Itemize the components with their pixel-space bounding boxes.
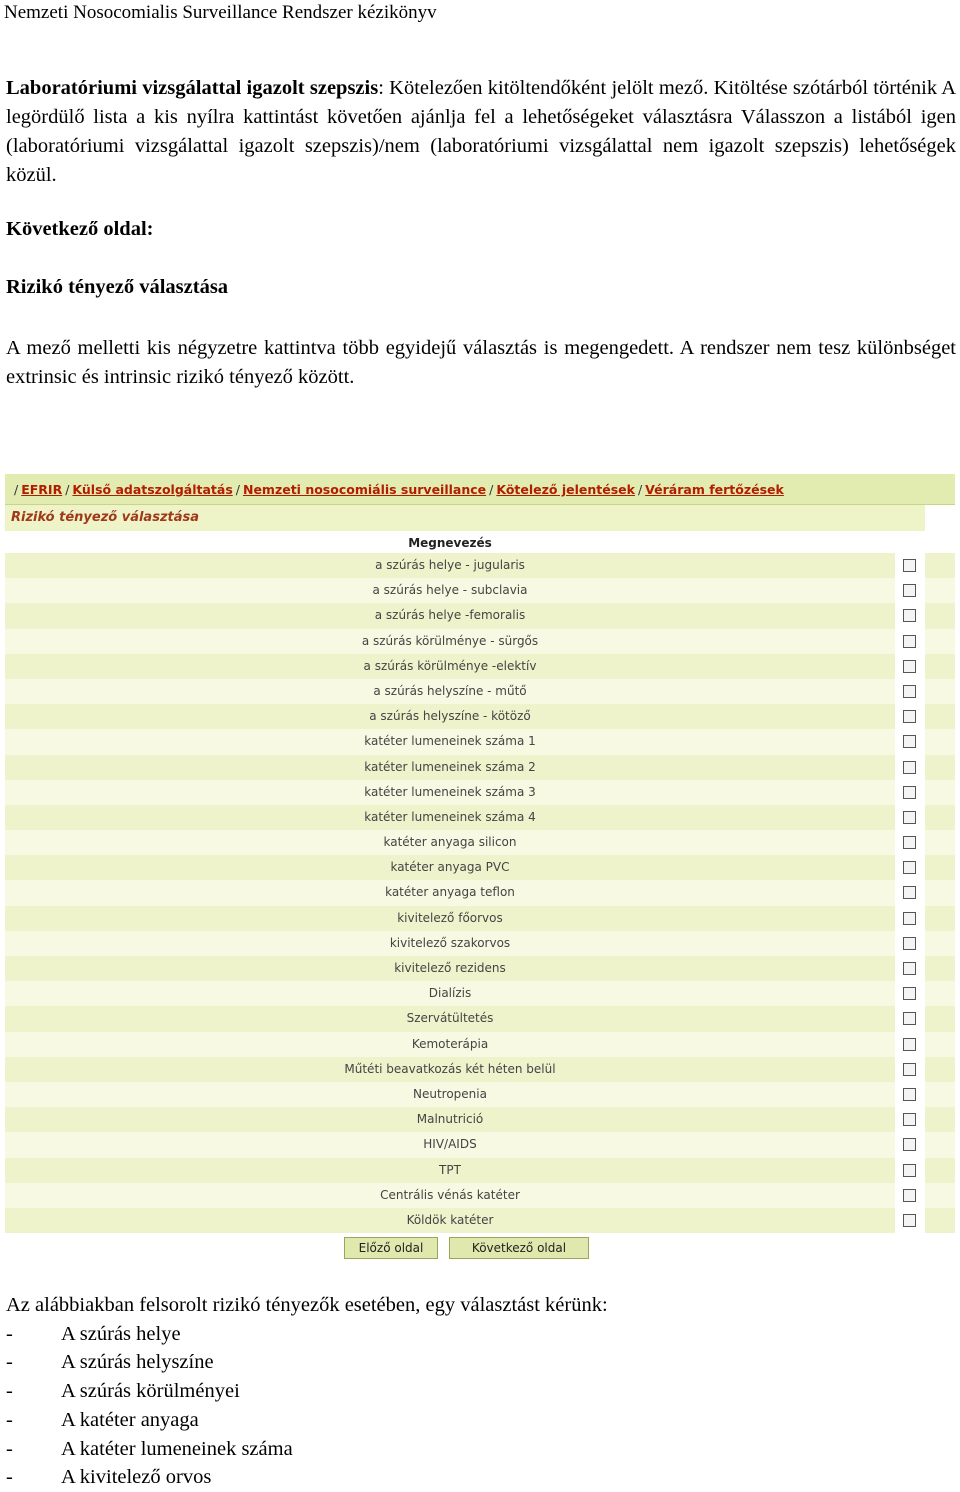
breadcrumb-link[interactable]: Kötelező jelentések [496, 482, 635, 497]
intro-lead: Laboratóriumi vizsgálattal igazolt szepszis [6, 77, 379, 99]
risk-factor-checkbox[interactable] [903, 559, 916, 572]
risk-factor-label: HIV/AIDS [423, 1137, 477, 1152]
breadcrumb-link[interactable]: EFRIR [21, 482, 63, 497]
risk-factor-checkbox[interactable] [903, 987, 916, 1000]
list-item [6, 1320, 608, 1349]
breadcrumb-separator: / [235, 482, 240, 497]
breadcrumb-link[interactable]: Nemzeti nosocomiális surveillance [242, 482, 487, 497]
risk-factor-label: a szúrás helyszíne - műtő [373, 683, 527, 698]
risk-factor-label: katéter lumeneinek száma 2 [364, 759, 536, 774]
risk-factor-checkbox[interactable] [903, 861, 916, 874]
list-bullet: - [6, 1322, 13, 1345]
checkbox-cell [895, 830, 925, 855]
risk-factor-label: Szervátültetés [406, 1011, 494, 1026]
risk-factor-label: a szúrás helyszíne - kötöző [369, 709, 531, 724]
risk-factor-checkbox[interactable] [903, 735, 916, 748]
checkbox-cell [895, 956, 925, 981]
table-rows [5, 553, 955, 1233]
checkbox-cell [895, 755, 925, 780]
table-row [5, 1082, 955, 1107]
risk-factor-checkbox[interactable] [903, 660, 916, 673]
list-bullet: - [6, 1437, 13, 1460]
table-row [5, 1183, 955, 1208]
checkbox-cell [895, 729, 925, 754]
risk-factor-label: a szúrás helye - subclavia [372, 583, 528, 598]
risk-factor-checkbox[interactable] [903, 1189, 916, 1202]
checkbox-cell [895, 906, 925, 931]
risk-factor-label: Műtéti beavatkozás két héten belül [344, 1061, 556, 1076]
table-row [5, 1107, 955, 1132]
risk-factor-label: katéter anyaga teflon [385, 885, 515, 900]
list-item-text: A szúrás körülményei [61, 1380, 240, 1403]
risk-factor-checkbox[interactable] [903, 710, 916, 723]
risk-factor-checkbox[interactable] [903, 635, 916, 648]
risk-factor-label: kivitelező szakorvos [389, 935, 511, 950]
list-bullet: - [6, 1408, 13, 1431]
table-row [5, 629, 955, 654]
breadcrumb-separator: / [637, 482, 643, 497]
risk-list [6, 1291, 608, 1492]
table-row [5, 805, 955, 830]
checkbox-cell [895, 931, 925, 956]
checkbox-cell [895, 780, 925, 805]
description-paragraph: A mező melletti kis négyzetre kattintva több egyidejű választás is megengedett. A rendszer nem tesz különbséget extrinsic és intrinsic rizikó tényező között. [6, 337, 956, 388]
screen-title: Rizikó tényező választása [11, 510, 200, 525]
risk-factor-checkbox[interactable] [903, 1138, 916, 1151]
table-header [5, 531, 955, 553]
table-row [5, 755, 955, 780]
table-row [5, 931, 955, 956]
checkbox-cell [895, 1107, 925, 1132]
checkbox-cell [895, 805, 925, 830]
checkbox-cell [895, 654, 925, 679]
intro-text: : Kötelezően kitöltendőként jelölt mező. Kitöltése szótárból történik A legördülő lista a kis nyílra kattintást követően ajánlja fel a lehetőségeket választásra Válasszon a listából igen (laboratóriumi vizsgálattal igazolt szepszis)/nem (laboratóriumi vizsgálattal nem igazolt szepszis) lehetőségek közül. [6, 77, 957, 186]
table-row [5, 1208, 955, 1233]
list-item [6, 1348, 608, 1377]
risk-factor-checkbox[interactable] [903, 1088, 916, 1101]
list-item-text: A katéter lumeneinek száma [61, 1437, 293, 1460]
breadcrumb-separator: / [489, 482, 494, 497]
risk-factor-checkbox[interactable] [903, 1214, 916, 1227]
table-row [5, 855, 955, 880]
list-item-text: A szúrás helyszíne [61, 1351, 214, 1374]
risk-factor-label: kivitelező főorvos [397, 910, 503, 925]
prev-page-button[interactable]: Előző oldal [344, 1237, 438, 1259]
breadcrumb-separator: / [14, 482, 19, 497]
risk-factor-label: Centrális vénás katéter [380, 1187, 520, 1202]
list-item [6, 1435, 608, 1464]
risk-factor-label: a szúrás körülménye -elektív [363, 658, 537, 673]
checkbox-cell [895, 629, 925, 654]
risk-factor-label: a szúrás körülménye - sürgős [361, 633, 539, 648]
checkbox-cell [895, 578, 925, 603]
section-title: Rizikó tényező választása [6, 276, 229, 298]
embedded-screenshot [5, 474, 955, 1262]
table-row [5, 1132, 955, 1157]
list-bullet: - [6, 1380, 13, 1403]
table-row [5, 956, 955, 981]
table-row [5, 654, 955, 679]
checkbox-cell [895, 880, 925, 905]
risk-factor-label: katéter anyaga silicon [383, 835, 517, 850]
checkbox-cell [895, 1057, 925, 1082]
breadcrumb [5, 474, 955, 505]
table-row [5, 780, 955, 805]
list-bullet: - [6, 1466, 13, 1489]
risk-factor-label: katéter lumeneinek száma 3 [364, 784, 536, 799]
list-bullet: - [6, 1351, 13, 1374]
table-row [5, 729, 955, 754]
risk-factor-label: Malnutrició [416, 1112, 484, 1127]
checkbox-cell [895, 679, 925, 704]
risk-factor-checkbox[interactable] [903, 962, 916, 975]
list-intro: Az alábbiakban felsorolt rizikó tényezők esetében, egy választást kérünk: [6, 1294, 608, 1316]
checkbox-cell [895, 603, 925, 628]
risk-factor-checkbox[interactable] [903, 685, 916, 698]
list-items [6, 1320, 608, 1492]
table-row [5, 578, 955, 603]
risk-factor-label: Dialízis [428, 986, 472, 1001]
breadcrumb-link[interactable]: Véráram fertőzések [645, 482, 784, 497]
risk-factor-checkbox[interactable] [903, 912, 916, 925]
risk-factor-label: TPT [439, 1162, 461, 1177]
button-bar [5, 1237, 955, 1262]
table-row [5, 704, 955, 729]
list-item-text: A kivitelező orvos [61, 1466, 212, 1489]
checkbox-cell [895, 704, 925, 729]
checkbox-cell [895, 1132, 925, 1157]
list-item-text: A szúrás helye [61, 1322, 181, 1345]
list-item-text: A katéter anyaga [61, 1408, 199, 1431]
checkbox-cell [895, 1208, 925, 1233]
checkbox-cell [895, 981, 925, 1006]
breadcrumb-links [11, 482, 784, 497]
table-row [5, 1032, 955, 1057]
breadcrumb-link[interactable]: Külső adatszolgáltatás [72, 482, 233, 497]
list-item [6, 1377, 608, 1406]
risk-factor-checkbox[interactable] [903, 886, 916, 899]
column-header: Megnevezés [408, 536, 492, 550]
risk-factor-checkbox[interactable] [903, 937, 916, 950]
risk-factor-checkbox[interactable] [903, 584, 916, 597]
table-row [5, 1057, 955, 1082]
table-row [5, 880, 955, 905]
document-header: Nemzeti Nosocomialis Surveillance Rendszer kézikönyv [4, 2, 437, 23]
risk-factor-checkbox[interactable] [903, 811, 916, 824]
screen-title-bar [5, 505, 925, 531]
checkbox-cell [895, 1006, 925, 1031]
risk-factor-label: katéter anyaga PVC [390, 860, 510, 875]
table-row [5, 830, 955, 855]
checkbox-cell [895, 1032, 925, 1057]
risk-factor-checkbox[interactable] [903, 1063, 916, 1076]
table-row [5, 553, 955, 578]
checkbox-cell [895, 1183, 925, 1208]
risk-factor-label: katéter lumeneinek száma 4 [364, 809, 536, 824]
risk-factor-checkbox[interactable] [903, 609, 916, 622]
risk-factor-label: a szúrás helye - jugularis [375, 558, 525, 572]
risk-factor-label: kivitelező rezidens [394, 961, 506, 975]
risk-factor-checkbox[interactable] [903, 836, 916, 849]
risk-factor-checkbox[interactable] [903, 1164, 916, 1177]
checkbox-cell [895, 855, 925, 880]
next-page-button[interactable]: Következő oldal [449, 1237, 589, 1259]
risk-factor-checkbox[interactable] [903, 1038, 916, 1051]
risk-factor-checkbox[interactable] [903, 761, 916, 774]
checkbox-cell [895, 553, 925, 578]
table-row [5, 679, 955, 704]
risk-factor-label: katéter lumeneinek száma 1 [364, 734, 536, 749]
table-row [5, 1158, 955, 1183]
checkbox-cell [895, 1082, 925, 1107]
risk-factor-label: Kemoterápia [411, 1036, 489, 1051]
risk-factor-label: Neutropenia [413, 1086, 487, 1101]
risk-factor-label: a szúrás helye -femoralis [374, 608, 526, 623]
table-row [5, 981, 955, 1006]
intro-paragraph [6, 74, 956, 190]
list-item [6, 1406, 608, 1435]
table-row [5, 1006, 955, 1031]
risk-factor-checkbox[interactable] [903, 1012, 916, 1025]
risk-factor-table [5, 531, 955, 1233]
table-row [5, 906, 955, 931]
risk-factor-checkbox[interactable] [903, 1113, 916, 1126]
breadcrumb-separator: / [65, 482, 70, 497]
risk-factor-checkbox[interactable] [903, 786, 916, 799]
checkbox-cell [895, 1158, 925, 1183]
risk-factor-label: Köldök katéter [406, 1212, 494, 1227]
table-row [5, 603, 955, 628]
next-page-label: Következő oldal: [6, 218, 154, 240]
list-item [6, 1463, 608, 1492]
